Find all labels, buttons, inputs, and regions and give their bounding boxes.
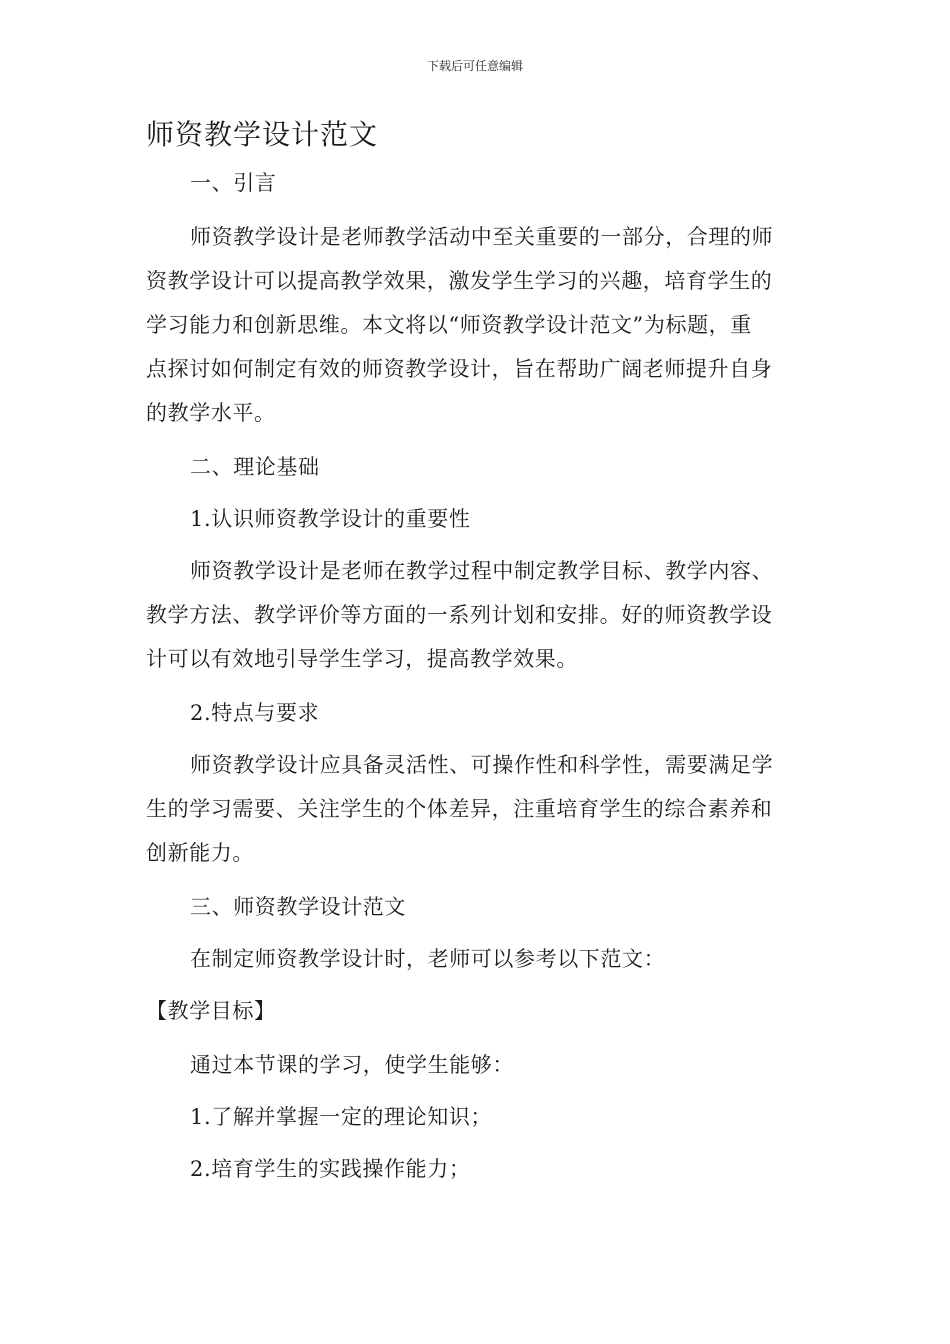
paragraph-line: 计可以有效地引导学生学习，提高教学效果。 xyxy=(146,647,578,671)
paragraph-line: 师资教学设计是老师在教学过程中制定教学目标、教学内容、 xyxy=(190,559,774,583)
paragraph-line: 师资教学设计应具备灵活性、可操作性和科学性，需要满足学 xyxy=(190,753,774,777)
list-item: 1.了解并掌握一定的理论知识； xyxy=(190,1105,493,1129)
bracket-heading-objectives: 【教学目标】 xyxy=(146,999,276,1023)
paragraph-line: 在制定师资教学设计时，老师可以参考以下范文： xyxy=(190,947,666,971)
section-heading-theory: 二、理论基础 xyxy=(190,455,320,479)
paragraph-line: 生的学习需要、关注学生的个体差异，注重培育学生的综合素养和 xyxy=(146,797,773,821)
paragraph-line: 学习能力和创新思维。本文将以“师资教学设计范文”为标题，重 xyxy=(146,313,752,337)
list-item: 2.培育学生的实践操作能力； xyxy=(190,1157,471,1181)
section-heading-introduction: 一、引言 xyxy=(190,171,277,195)
subheading-importance: 1.认识师资教学设计的重要性 xyxy=(190,507,471,531)
document-title: 师资教学设计范文 xyxy=(146,118,379,151)
section-heading-sample: 三、师资教学设计范文 xyxy=(190,895,406,919)
paragraph-line: 的教学水平。 xyxy=(146,401,276,425)
paragraph-line: 创新能力。 xyxy=(146,841,254,865)
paragraph-line: 教学方法、教学评价等方面的一系列计划和安排。好的师资教学设 xyxy=(146,603,773,627)
subheading-features: 2.特点与要求 xyxy=(190,701,320,725)
paragraph-line: 通过本节课的学习，使学生能够： xyxy=(190,1053,514,1077)
paragraph-line: 资教学设计可以提高教学效果，激发学生学习的兴趣，培育学生的 xyxy=(146,269,773,293)
header-note: 下载后可任意编辑 xyxy=(426,59,523,73)
paragraph-line: 点探讨如何制定有效的师资教学设计，旨在帮助广阔老师提升自身 xyxy=(146,357,773,381)
paragraph-line: 师资教学设计是老师教学活动中至关重要的一部分，合理的师 xyxy=(190,225,774,249)
